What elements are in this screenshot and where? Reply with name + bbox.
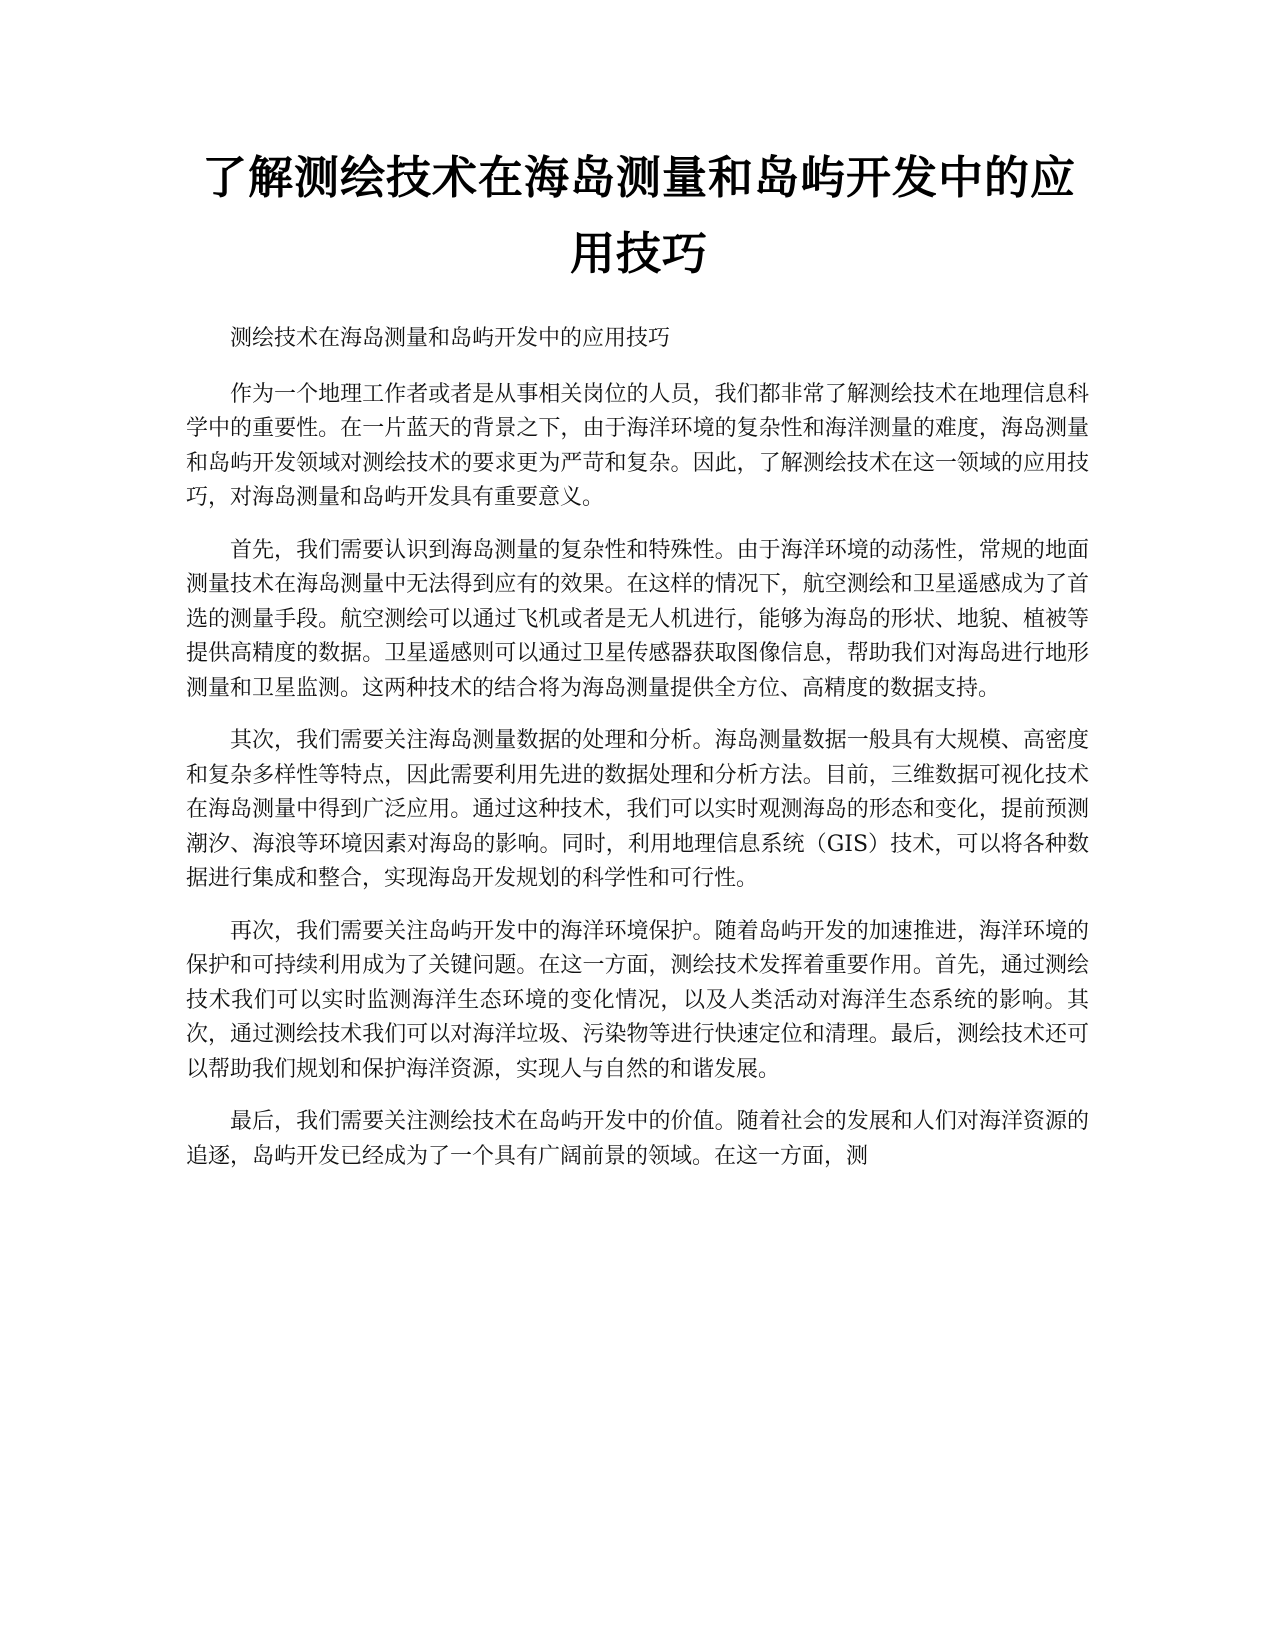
paragraph-3: 其次，我们需要关注海岛测量数据的处理和分析。海岛测量数据一般具有大规模、高密度和复杂多样性等特点，因此需要利用先进的数据处理和分析方法。目前，三维数据可视化技术在海岛测量中得到广泛应用。通过这种技术，我们可以实时观测海岛的形态和变化，提前预测潮汐、海浪等环境因素对海岛的影响。同时，利用地理信息系统（GIS）技术，可以将各种数据进行集成和整合，实现海岛开发规划的科学性和可行性。: [186, 728, 1089, 891]
paragraph-1: 作为一个地理工作者或者是从事相关岗位的人员，我们都非常了解测绘技术在地理信息科学中的重要性。在一片蓝天的背景之下，由于海洋环境的复杂性和海洋测量的难度，海岛测量和岛屿开发领域对测绘技术的要求更为严苛和复杂。因此，了解测绘技术在这一领域的应用技巧，对海岛测量和岛屿开发具有重要意义。: [186, 381, 1089, 510]
paragraph-4: 再次，我们需要关注岛屿开发中的海洋环境保护。随着岛屿开发的加速推进，海洋环境的保护和可持续利用成为了关键问题。在这一方面，测绘技术发挥着重要作用。首先，通过测绘技术我们可以实时监测海洋生态环境的变化情况，以及人类活动对海洋生态系统的影响。其次，通过测绘技术我们可以对海洋垃圾、污染物等进行快速定位和清理。最后，测绘技术还可以帮助我们规划和保护海洋资源，实现人与自然的和谐发展。: [186, 918, 1089, 1082]
paragraph-5: 最后，我们需要关注测绘技术在岛屿开发中的价值。随着社会的发展和人们对海洋资源的追逐，岛屿开发已经成为了一个具有广阔前景的领域。在这一方面，测: [186, 1109, 1089, 1169]
document-body: [186, 322, 1089, 1192]
document-subtitle: 测绘技术在海岛测量和岛屿开发中的应用技巧: [230, 326, 671, 351]
document-title: 了解测绘技术在海岛测量和岛屿开发中的应用技巧: [201, 151, 1076, 280]
paragraph-2: 首先，我们需要认识到海岛测量的复杂性和特殊性。由于海洋环境的动荡性，常规的地面测量技术在海岛测量中无法得到应有的效果。在这样的情况下，航空测绘和卫星遥感成为了首选的测量手段。航空测绘可以通过飞机或者是无人机进行，能够为海岛的形状、地貌、植被等提供高精度的数据。卫星遥感则可以通过卫星传感器获取图像信息，帮助我们对海岛进行地形测量和卫星监测。这两种技术的结合将为海岛测量提供全方位、高精度的数据支持。: [186, 537, 1089, 701]
